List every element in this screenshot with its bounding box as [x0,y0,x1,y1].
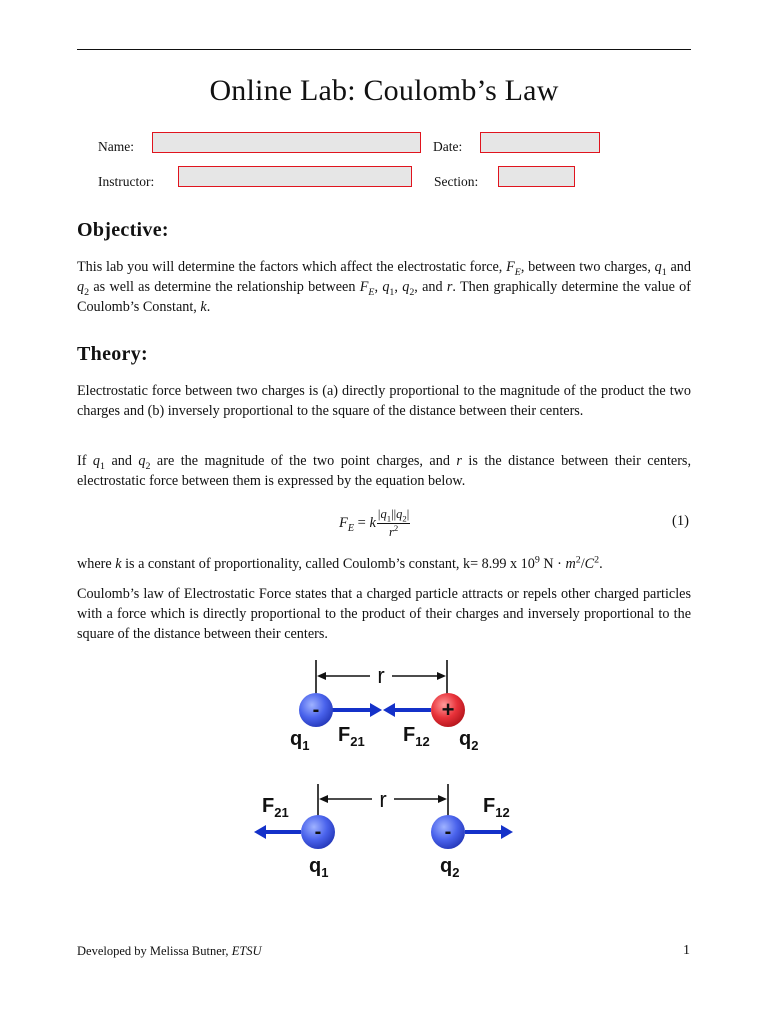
equation-denominator: $r^2$ [388,522,399,539]
equation-number: (1) [672,513,689,529]
top-f21-label: $F_{21}$ [338,724,365,749]
theory-paragraph-3: where k is a constant of proportionality, called Coulomb’s constant, k= 8.99 x $10^9$ $N \cdot m^2/C^2$. [77,554,603,572]
instructor-label: Instructor: [98,174,155,189]
bottom-distance-label: r [379,787,387,812]
name-field[interactable] [152,132,421,153]
name-label: Name: [98,139,134,154]
equation-lhs: $F_E = k$ [339,514,376,534]
top-distance-arrowhead-left [317,672,326,680]
footer-credit [77,944,262,959]
equation-numerator: $|q_1||q_2|$ [377,507,410,524]
bottom-distance-arrowhead-left [319,795,328,803]
theory-paragraph-4: Coulomb’s law of Electrostatic Force states that a charged particle attracts or repels other charged particles with a force which is directly proportional to the product of their charges and inversely proportional to the square of the distance between their centers. [77,586,691,642]
instructor-field[interactable] [178,166,412,187]
bottom-distance-arrowhead-right [438,795,447,803]
section-label: Section: [434,174,479,189]
top-distance-label: r [377,663,385,688]
top-right-sign: + [441,697,455,722]
theory-paragraph-1: Electrostatic force between two charges is (a) directly proportional to the magnitude of the product the two charges and (b) inversely proportional to the square of the distance between their centers. [77,383,691,419]
top-f12-label: $F_{12}$ [403,724,430,749]
bottom-right-sign: - [444,821,452,843]
theory-heading: Theory: [77,343,148,365]
footer-credit-org: ETSU [231,944,262,958]
top-force-arrowhead-right [370,703,382,717]
objective-heading: Objective: [77,219,169,241]
bottom-force-arrowhead-right [501,825,513,839]
coulomb-force-diagram [240,652,530,892]
top-left-sign: - [312,699,320,721]
page-number: 1 [683,943,690,958]
coulomb-equation [0,505,768,541]
bottom-f12-label: $F_{12}$ [483,795,510,820]
theory-paragraph-2: If $q_1$ and $q_2$ are the magnitude of the two point charges, and r is the distance between their centers, electrostatic force between them is expressed by the equation below. [77,453,691,489]
top-q2-label: $q_2$ [459,728,479,753]
top-distance-arrowhead-right [437,672,446,680]
bottom-f21-label: $F_{21}$ [262,795,289,820]
equation-fraction [377,507,410,540]
bottom-left-sign: - [314,821,322,843]
attraction-diagram [290,660,478,753]
top-q1-label: $q_1$ [290,728,310,753]
date-label: Date: [433,139,463,154]
top-force-arrowhead-left [383,703,395,717]
bottom-force-arrowhead-left [254,825,266,839]
header-rule [77,49,691,50]
repulsion-diagram [254,784,513,880]
date-field[interactable] [480,132,600,153]
footer-credit-prefix: Developed by Melissa Butner, [77,944,232,958]
objective-text: This lab you will determine the factors which affect the electrostatic force, $F_E$, between two charges, $q_1$ and $q_2$ as well as determine the relationship between $F_E$, $q_1$, $q_2$, and r. Then graphically determine the value of Coulomb’s Constant, k. [77,259,691,315]
section-field[interactable] [498,166,575,187]
bottom-q2-label: $q_2$ [440,855,460,880]
bottom-q1-label: $q_1$ [309,855,329,880]
page-title: Online Lab: Coulomb’s Law [209,74,559,107]
